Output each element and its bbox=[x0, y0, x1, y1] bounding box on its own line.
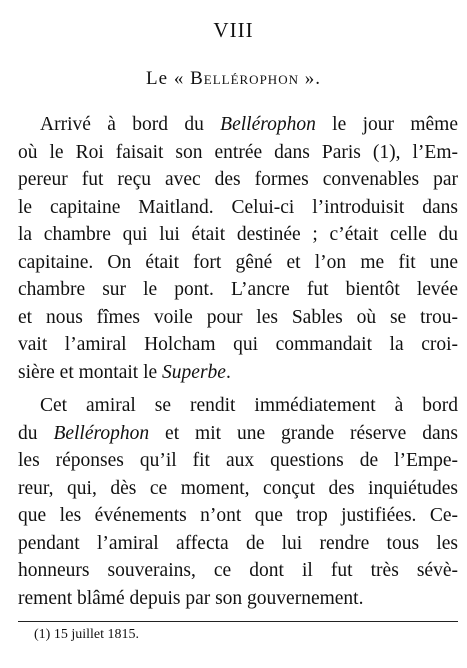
text-line: reur, qui, dès ce moment, conçut des inquiétudes bbox=[18, 477, 458, 499]
paragraph bbox=[18, 111, 458, 386]
footnote: (1) 15 juillet 1815. bbox=[34, 627, 139, 642]
chapter-title-suffix: ». bbox=[298, 68, 321, 89]
text-line: les réponses qu’il fit aux questions de l’Empe- bbox=[18, 450, 458, 471]
text-line: que les événements n’ont que trop justifiées. Ce- bbox=[18, 505, 458, 526]
text-line: et nous fîmes voile pour les Sables où se trou- bbox=[18, 306, 458, 328]
text-line: chambre sur le pont. L’ancre fut bientôt levée bbox=[18, 279, 458, 300]
chapter-number: VIII bbox=[213, 18, 254, 42]
text-line: le capitaine Maitland. Celui-ci l’introduisit dans bbox=[18, 196, 458, 218]
text-line: pereur fut reçu avec des formes convenables par bbox=[18, 169, 458, 190]
italic-ship-name: Bellérophon bbox=[220, 114, 316, 135]
paragraph bbox=[18, 392, 458, 612]
footnote-divider bbox=[18, 621, 458, 622]
text-line: sière et montait le Superbe. bbox=[18, 361, 231, 383]
text-line: où le Roi faisait son entrée dans Paris (1), l’Em- bbox=[18, 141, 458, 163]
text-line: du Bellérophon et mit une grande réserve dans bbox=[18, 422, 459, 444]
text-line: capitaine. On était fort gêné et l’on me fit une bbox=[18, 251, 458, 273]
text-line: vait l’amiral Holcham qui commandait la croi- bbox=[18, 334, 458, 355]
text-line: Arrivé à bord du Bellérophon le jour même bbox=[40, 114, 458, 135]
text-line: honneurs souverains, ce dont il fut très sévè- bbox=[18, 560, 458, 581]
chapter-title-name: Bellérophon bbox=[190, 68, 299, 89]
text-line: la chambre qui lui était destinée ; c’était celle du bbox=[18, 224, 458, 245]
text-line: Cet amiral se rendit immédiatement à bord bbox=[40, 395, 458, 416]
italic-ship-name: Superbe bbox=[162, 361, 226, 383]
chapter-title bbox=[0, 68, 467, 90]
chapter-title-prefix: Le « bbox=[146, 68, 191, 89]
text-line: rement blâmé depuis par son gouvernement. bbox=[18, 587, 364, 609]
italic-ship-name: Bellérophon bbox=[53, 422, 150, 444]
text-line: pendant l’amiral affecta de lui rendre tous les bbox=[18, 532, 458, 554]
body-text bbox=[18, 111, 458, 612]
